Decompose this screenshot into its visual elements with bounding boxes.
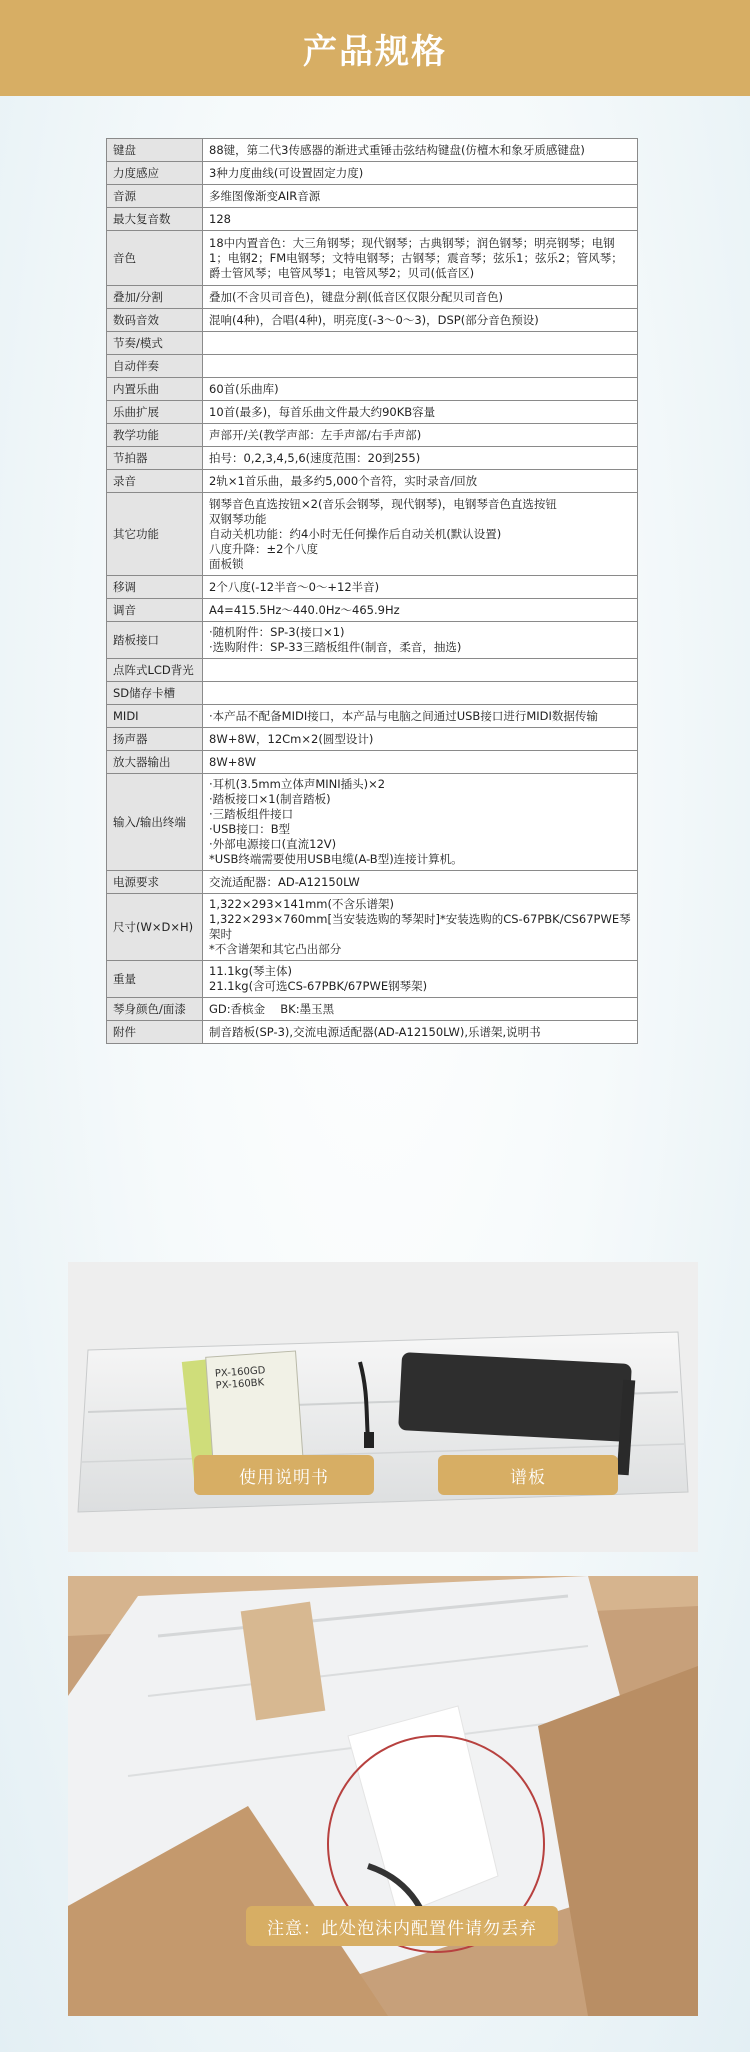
spec-label: 尺寸(W×D×H) bbox=[107, 894, 203, 961]
spec-value: 声部开/关(教学声部：左手声部/右手声部) bbox=[203, 424, 638, 447]
spec-label: 叠加/分割 bbox=[107, 286, 203, 309]
spec-label: 重量 bbox=[107, 961, 203, 998]
spec-value: 多维图像渐变AIR音源 bbox=[203, 185, 638, 208]
spec-label: 电源要求 bbox=[107, 871, 203, 894]
unboxing-photo bbox=[68, 1262, 698, 1552]
spec-value: ·耳机(3.5mm立体声MINI插头)×2 ·踏板接口×1(制音踏板) ·三踏板组件接口 ·USB接口：B型 ·外部电源接口(直流12V) *USB终端需要使用USB电缆(A-B型)连接计算机。 bbox=[203, 774, 638, 871]
spec-label: 调音 bbox=[107, 599, 203, 622]
spec-label: 放大器输出 bbox=[107, 751, 203, 774]
spec-row bbox=[107, 162, 638, 185]
page-header bbox=[0, 0, 750, 96]
spec-value: 交流适配器：AD-A12150LW bbox=[203, 871, 638, 894]
keep-parts-note-tag: 注意：此处泡沫内配置件请勿丢弃 bbox=[246, 1906, 558, 1946]
spec-row bbox=[107, 424, 638, 447]
spec-row bbox=[107, 493, 638, 576]
spec-value: 3种力度曲线(可设置固定力度) bbox=[203, 162, 638, 185]
spec-row bbox=[107, 599, 638, 622]
spec-row bbox=[107, 728, 638, 751]
spec-row bbox=[107, 401, 638, 424]
spec-row bbox=[107, 185, 638, 208]
spec-value bbox=[203, 332, 638, 355]
spec-label: 自动伴奏 bbox=[107, 355, 203, 378]
spec-label: 力度感应 bbox=[107, 162, 203, 185]
spec-row bbox=[107, 682, 638, 705]
spec-value: 18中内置音色：大三角钢琴；现代钢琴；古典钢琴；润色钢琴；明亮钢琴；电钢1；电钢2；FM电钢琴；文特电钢琴；古钢琴；震音琴；弦乐1；弦乐2；管风琴；爵士管风琴；电管风琴1；电管风琴2；贝司(低音区) bbox=[203, 231, 638, 286]
spec-value: ·本产品不配备MIDI接口，本产品与电脑之间通过USB接口进行MIDI数据传输 bbox=[203, 705, 638, 728]
spec-label: 扬声器 bbox=[107, 728, 203, 751]
spec-value: 2轨×1首乐曲，最多约5,000个音符，实时录音/回放 bbox=[203, 470, 638, 493]
spec-label: 踏板接口 bbox=[107, 622, 203, 659]
manual-model-2: PX-160BK bbox=[215, 1377, 265, 1392]
spec-row bbox=[107, 774, 638, 871]
box-photo bbox=[68, 1576, 698, 2016]
spec-value: ·随机附件：SP-3(接口×1) ·选购附件：SP-33三踏板组件(制音，柔音，抽选) bbox=[203, 622, 638, 659]
spec-value: 1,322×293×141mm(不含乐谱架) 1,322×293×760mm[当安装选购的琴架时]*安装选购的CS-67PBK/CS67PWE琴架时 *不含谱架和其它凸出部分 bbox=[203, 894, 638, 961]
spec-label: 点阵式LCD背光 bbox=[107, 659, 203, 682]
spec-value bbox=[203, 682, 638, 705]
music-stand-tag: 谱板 bbox=[438, 1455, 618, 1495]
spec-row bbox=[107, 447, 638, 470]
page-title: 产品规格 bbox=[303, 31, 447, 72]
spec-row bbox=[107, 139, 638, 162]
music-stand bbox=[398, 1352, 632, 1442]
spec-row bbox=[107, 286, 638, 309]
spec-row bbox=[107, 961, 638, 998]
manual-model-1: PX-160GD bbox=[214, 1365, 266, 1380]
spec-row bbox=[107, 208, 638, 231]
spec-label: MIDI bbox=[107, 705, 203, 728]
spec-value: A4=415.5Hz～440.0Hz～465.9Hz bbox=[203, 599, 638, 622]
manual-tag: 使用说明书 bbox=[194, 1455, 374, 1495]
spec-value bbox=[203, 659, 638, 682]
spec-row bbox=[107, 576, 638, 599]
spec-row bbox=[107, 705, 638, 728]
spec-label: 其它功能 bbox=[107, 493, 203, 576]
spec-label: 移调 bbox=[107, 576, 203, 599]
spec-label: 音色 bbox=[107, 231, 203, 286]
spec-value: 128 bbox=[203, 208, 638, 231]
spec-value: 60首(乐曲库) bbox=[203, 378, 638, 401]
spec-value: 钢琴音色直选按钮×2(音乐会钢琴，现代钢琴)，电钢琴音色直选按钮 双钢琴功能 自动关机功能：约4小时无任何操作后自动关机(默认设置) 八度升降：±2个八度 面板锁 bbox=[203, 493, 638, 576]
spec-label: 录音 bbox=[107, 470, 203, 493]
spec-table-body bbox=[107, 139, 638, 1044]
spec-value: 11.1kg(琴主体) 21.1kg(含可选CS-67PBK/67PWE钢琴架) bbox=[203, 961, 638, 998]
spec-row bbox=[107, 332, 638, 355]
spec-label: 附件 bbox=[107, 1021, 203, 1044]
spec-value: 88键，第二代3传感器的渐进式重锤击弦结构键盘(仿檀木和象牙质感键盘) bbox=[203, 139, 638, 162]
spec-label: 节拍器 bbox=[107, 447, 203, 470]
spec-value: 混响(4种)，合唱(4种)，明亮度(-3～0～3)，DSP(部分音色预设) bbox=[203, 309, 638, 332]
spec-label: 内置乐曲 bbox=[107, 378, 203, 401]
box-illustration bbox=[68, 1576, 698, 2016]
spec-value: 拍号：0,2,3,4,5,6(速度范围：20到255) bbox=[203, 447, 638, 470]
spec-label: 最大复音数 bbox=[107, 208, 203, 231]
spec-label: 键盘 bbox=[107, 139, 203, 162]
unboxing-illustration bbox=[68, 1262, 698, 1552]
spec-table bbox=[106, 138, 638, 1044]
spec-label: 节奏/模式 bbox=[107, 332, 203, 355]
spec-row bbox=[107, 998, 638, 1021]
spec-row bbox=[107, 871, 638, 894]
spec-value: 2个八度(-12半音～0～+12半音) bbox=[203, 576, 638, 599]
spec-label: SD储存卡槽 bbox=[107, 682, 203, 705]
spec-row bbox=[107, 894, 638, 961]
spec-label: 音源 bbox=[107, 185, 203, 208]
spec-value: GD:香槟金 BK:墨玉黑 bbox=[203, 998, 638, 1021]
spec-row bbox=[107, 751, 638, 774]
spec-row bbox=[107, 1021, 638, 1044]
spec-row bbox=[107, 378, 638, 401]
spec-label: 琴身颜色/面漆 bbox=[107, 998, 203, 1021]
spec-value: 8W+8W bbox=[203, 751, 638, 774]
spec-row bbox=[107, 355, 638, 378]
spec-row bbox=[107, 622, 638, 659]
spec-value: 8W+8W，12Cm×2(圆型设计) bbox=[203, 728, 638, 751]
spec-value: 10首(最多)，每首乐曲文件最大约90KB容量 bbox=[203, 401, 638, 424]
spec-value: 制音踏板(SP-3),交流电源适配器(AD-A12150LW),乐谱架,说明书 bbox=[203, 1021, 638, 1044]
spec-row bbox=[107, 470, 638, 493]
spec-row bbox=[107, 231, 638, 286]
spec-value bbox=[203, 355, 638, 378]
spec-label: 输入/输出终端 bbox=[107, 774, 203, 871]
spec-row bbox=[107, 309, 638, 332]
spec-label: 数码音效 bbox=[107, 309, 203, 332]
spec-label: 教学功能 bbox=[107, 424, 203, 447]
spec-value: 叠加(不含贝司音色)，键盘分割(低音区仅限分配贝司音色) bbox=[203, 286, 638, 309]
spec-label: 乐曲扩展 bbox=[107, 401, 203, 424]
spec-row bbox=[107, 659, 638, 682]
